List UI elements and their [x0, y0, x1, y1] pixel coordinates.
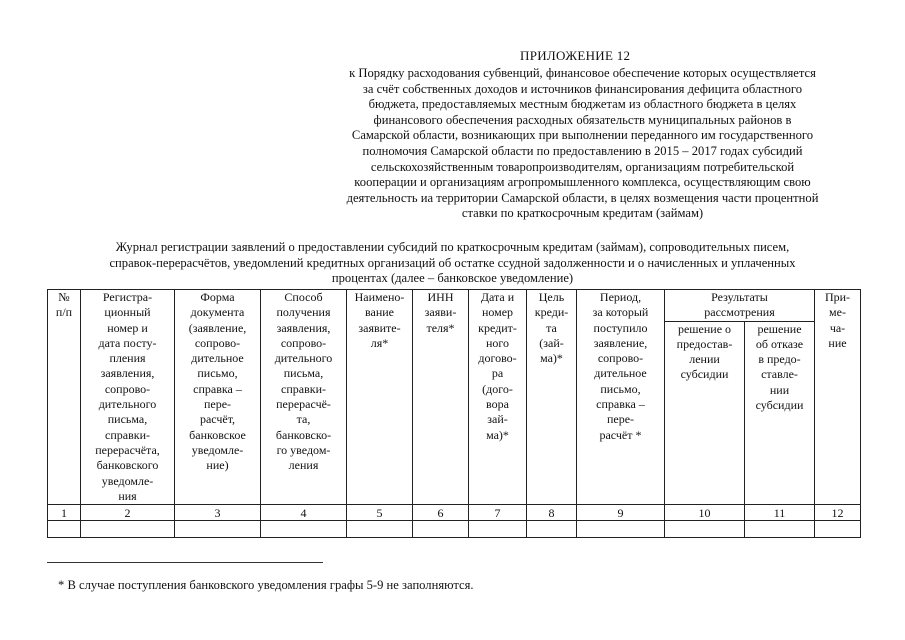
column-number: 3 — [175, 505, 261, 521]
header-cell-loan-purpose: Цель креди- та (зай- ма)* — [527, 290, 577, 505]
column-number: 9 — [577, 505, 665, 521]
header-cell-document-form: Форма документа (заявление, сопрово- дительное письмо, справка – пере- расчёт, банковское уведомле- ние) — [175, 290, 261, 505]
column-number: 4 — [261, 505, 347, 521]
column-number: 11 — [745, 505, 815, 521]
header-cell-registration: Регистра- ционный номер и дата посту- пления заявления, сопрово- дительного письма, справки- перерасчёта, банковского уведомле- ния — [81, 290, 175, 505]
empty-cell — [81, 521, 175, 538]
footnote: * В случае поступления банковского уведомления графы 5-9 не заполняются. — [58, 578, 474, 592]
subheader-cell-grant-decision: решение о предостав- лении субсидии — [665, 321, 745, 505]
column-number: 10 — [665, 505, 745, 521]
column-number: 8 — [527, 505, 577, 521]
empty-cell — [347, 521, 413, 538]
column-number-row — [48, 505, 861, 521]
empty-data-row — [48, 521, 861, 538]
header-cell-number: № п/п — [48, 290, 81, 505]
column-number: 7 — [469, 505, 527, 521]
empty-cell — [469, 521, 527, 538]
header-cell-applicant-name: Наимено- вание заявите- ля* — [347, 290, 413, 505]
empty-cell — [745, 521, 815, 538]
empty-cell — [665, 521, 745, 538]
appendix-title: ПРИЛОЖЕНИЕ 12 — [520, 48, 631, 63]
column-number: 12 — [815, 505, 861, 521]
empty-cell — [527, 521, 577, 538]
empty-cell — [261, 521, 347, 538]
header-row — [48, 290, 861, 322]
empty-cell — [48, 521, 81, 538]
registration-journal-table — [47, 289, 861, 538]
footnote-divider — [47, 562, 323, 563]
column-number: 5 — [347, 505, 413, 521]
header-cell-note: При- ме- ча- ние — [815, 290, 861, 505]
column-number: 2 — [81, 505, 175, 521]
appendix-description: к Порядку расходования субвенций, финансовое обеспечение которых осуществляется за счёт собственных доходов и источников финансирования дефицита областного бюджета, предоставляемых местным бюджетам из областного бюджета в целях финансового обеспечения расходных обязательств муниципальных районов в Самарской области, возникающих при выполнении переданного им государственного полномочия Самарской области по предоставлению в 2015 – 2017 годах субсидий сельскохозяйственным товаропроизводителям, организациям потребительской кооперации и организациям агропромышленного комплекса, осуществляющим свою деятельность иа территории Самарской области, в целях возмещения части процентной ставки по краткосрочным кредитам (займам) — [346, 66, 819, 221]
journal-title: Журнал регистрации заявлений о предоставлении субсидий по краткосрочным кредитам (займам), сопроводительных писем, справок-перерасчётов, уведомлений кредитных организаций об остатке ссудной задолженности и о начисленных и уплаченных процентах (далее – банковское уведомление) — [109, 240, 796, 285]
header-cell-period: Период, за который поступило заявление, сопрово- дительное письмо, справка – пере- расчёт * — [577, 290, 665, 505]
subheader-cell-refusal-decision: решение об отказе в предо- ставле- нии субсидии — [745, 321, 815, 505]
header-cell-receipt-method: Способ получения заявления, сопрово- дительного письма, справки- перерасчё- та, банковско- го уведом- ления — [261, 290, 347, 505]
column-number: 6 — [413, 505, 469, 521]
header-cell-inn: ИНН заяви- теля* — [413, 290, 469, 505]
empty-cell — [413, 521, 469, 538]
empty-cell — [175, 521, 261, 538]
header-cell-loan-agreement: Дата и номер кредит- ного догово- ра (дого- вора зай- ма)* — [469, 290, 527, 505]
empty-cell — [815, 521, 861, 538]
empty-cell — [577, 521, 665, 538]
header-cell-review-results: Результаты рассмотрения — [665, 290, 815, 322]
column-number: 1 — [48, 505, 81, 521]
